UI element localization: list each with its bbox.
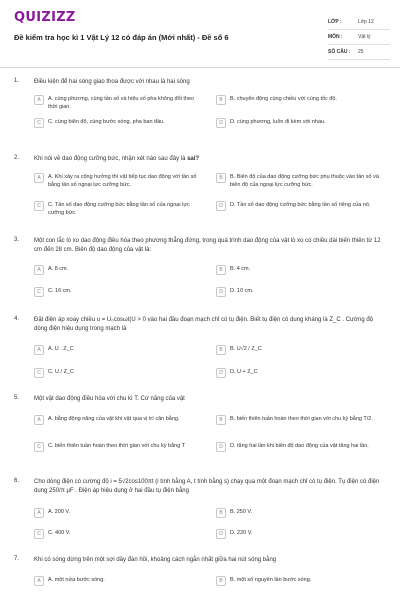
option-d[interactable] [216,118,381,128]
option-text: A. U . Z_C [48,346,74,352]
option-text: C. 400 V. [48,530,71,536]
question-number: 3. [14,237,20,243]
option-b[interactable] [216,95,381,105]
option-letter-box: B [216,415,226,425]
option-letter-box: A [34,173,44,183]
question-number: 1. [14,78,20,84]
document-title: Đề kiểm tra học kì 1 Vật Lý 12 có đáp án (Mới nhất) - Đề số 6 [14,33,229,42]
option-letter-box: C [34,287,44,297]
question-number: 4. [14,316,20,322]
meta-value: Vật lý [358,34,371,40]
option-text: C. cùng biên độ, cùng bước sóng, pha ban đầu. [48,119,165,125]
option-d[interactable] [216,442,381,452]
option-d[interactable] [216,368,381,378]
question-number: 5. [14,395,20,401]
option-b[interactable] [216,576,381,586]
question-number: 2. [14,155,20,161]
question-text-main: Khi nói về dao động cưỡng bức, nhận xét nào sau đây là [34,156,188,162]
option-letter-box: D [216,201,226,211]
option-text: D. cùng phương, luôn đi kèm với nhau. [230,119,326,125]
option-b[interactable] [216,345,381,355]
option-letter-box: B [216,95,226,105]
option-text: D. 10 cm. [230,288,254,294]
question-emphasis: sai? [187,156,200,162]
option-letter-box: C [34,442,44,452]
option-letter-box: B [216,576,226,586]
header [0,0,400,68]
option-text: A. bằng động năng của vật khi vật qua vị trí cân bằng. [48,416,180,422]
option-d[interactable] [216,201,381,211]
option-letter-box: B [216,265,226,275]
option-b[interactable] [216,265,381,275]
option-d[interactable] [216,529,381,539]
option-letter-box: B [216,345,226,355]
meta-label: SỐ CÂU : [328,49,351,55]
option-text: A. Khi xảy ra cộng hưởng thì vật tiếp tục dao động với tần số bằng tần số ngoại lực cưỡng bức. [48,174,197,188]
meta-value: 25 [358,49,364,55]
option-text: A. cùng phương, cùng tần số và hiệu số pha không đổi theo thời gian. [48,96,195,110]
option-b[interactable] [216,508,381,518]
option-letter-box: A [34,508,44,518]
option-letter-box: D [216,287,226,297]
question-number: 6. [14,478,20,484]
option-text: D. U + Z_C [230,369,258,375]
meta-row-subject [328,30,390,45]
option-text: B. U√2 / Z_C [230,346,262,352]
option-letter-box: A [34,415,44,425]
option-a[interactable] [34,265,199,275]
meta-label: LỚP : [328,19,342,25]
meta-panel [328,15,390,60]
question-text: Một con lắc lò xo dao động điều hòa theo phương thẳng đứng, trong quá trình dao động của vật lò xo có chiều dài biến thiên từ 12 cm đến 28 cm. Biên độ dao động của vật là: [34,238,381,253]
option-text: C. biến thiên tuần hoàn theo thời gian với chu kỳ bằng T [48,443,186,449]
question-text: Điều kiện để hai sóng giao thoa được với nhau là hai sóng [34,79,190,85]
option-c[interactable] [34,201,199,217]
option-letter-box: B [216,508,226,518]
option-letter-box: C [34,368,44,378]
option-a[interactable] [34,95,199,111]
option-text: B. Biên độ của dao động cưỡng bức phụ thuộc vào tần số và biên độ của ngoại lực cưỡng bức. [230,174,379,188]
option-text: D. tăng hai lần khi biên độ dao động của vật tăng hai lần. [230,443,369,449]
meta-label: MÔN : [328,34,343,40]
question-text: Khi có sóng dừng trên một sợi dây đàn hồi, khoảng cách ngắn nhất giữa hai nút sóng bằng [34,557,277,563]
option-text: D. Tần số dao động cưỡng bức bằng tần số riêng của nó. [230,202,371,208]
option-d[interactable] [216,287,381,297]
option-c[interactable] [34,118,199,128]
option-text: B. 4 cm. [230,266,251,272]
option-letter-box: B [216,173,226,183]
question-text: Một vật dao động điều hòa với chu kì T. Cơ năng của vật [34,396,185,402]
option-text: D. 220 V. [230,530,253,536]
option-letter-box: D [216,529,226,539]
meta-row-count [328,45,390,60]
option-text: A. 8 cm. [48,266,69,272]
option-text: A. 200 V. [48,509,71,515]
option-a[interactable] [34,173,199,189]
option-text: C. U / Z_C [48,369,74,375]
option-letter-box: D [216,442,226,452]
option-c[interactable] [34,287,199,297]
option-text: C. 16 cm. [48,288,72,294]
option-letter-box: A [34,576,44,586]
option-text: C. Tần số dao động cưỡng bức bằng tần số của ngoại lực cưỡng bức. [48,202,190,216]
option-letter-box: C [34,201,44,211]
option-c[interactable] [34,368,199,378]
question-text: Cho dòng điện có cường độ i = 5√2cos100πt (i tính bằng A, t tính bằng s) chạy qua một đoạn mạch chỉ có tụ điện. Tụ điện có điện dung 250/π μF . Điện áp hiệu dụng ở hai đầu tụ điện bằng [34,479,380,494]
option-letter-box: A [34,345,44,355]
option-letter-box: C [34,529,44,539]
option-letter-box: D [216,368,226,378]
option-b[interactable] [216,173,381,189]
option-c[interactable] [34,442,199,452]
question-number: 7. [14,556,20,562]
quizizz-logo: QUIZIZZ [14,10,76,25]
option-a[interactable] [34,415,199,425]
meta-value: Lớp 12 [358,19,374,25]
option-letter-box: A [34,265,44,275]
option-text: A. một nửa bước sóng. [48,577,105,583]
option-a[interactable] [34,345,199,355]
option-text: B. biến thiên tuần hoàn theo thời gian với chu kỳ bằng T/2. [230,416,373,422]
option-b[interactable] [216,415,381,425]
option-text: B. 250 V. [230,509,253,515]
option-a[interactable] [34,508,199,518]
option-letter-box: C [34,118,44,128]
option-text: B. chuyển động cùng chiều với cùng tốc độ. [230,96,337,102]
option-text: B. một số nguyên lần bước sóng. [230,577,312,583]
meta-row-class [328,15,390,30]
option-letter-box: A [34,95,44,105]
option-letter-box: D [216,118,226,128]
option-a[interactable] [34,576,199,586]
question-text: Đặt điện áp xoay chiều u = U₀cosωt(U > 0 vào hai đầu đoạn mạch chỉ có tụ điện. Biết tụ điện có dung kháng là Z_C . Cường độ dòng điện hiệu dụng trong mạch là [34,317,373,332]
question-text [34,155,384,164]
option-c[interactable] [34,529,199,539]
